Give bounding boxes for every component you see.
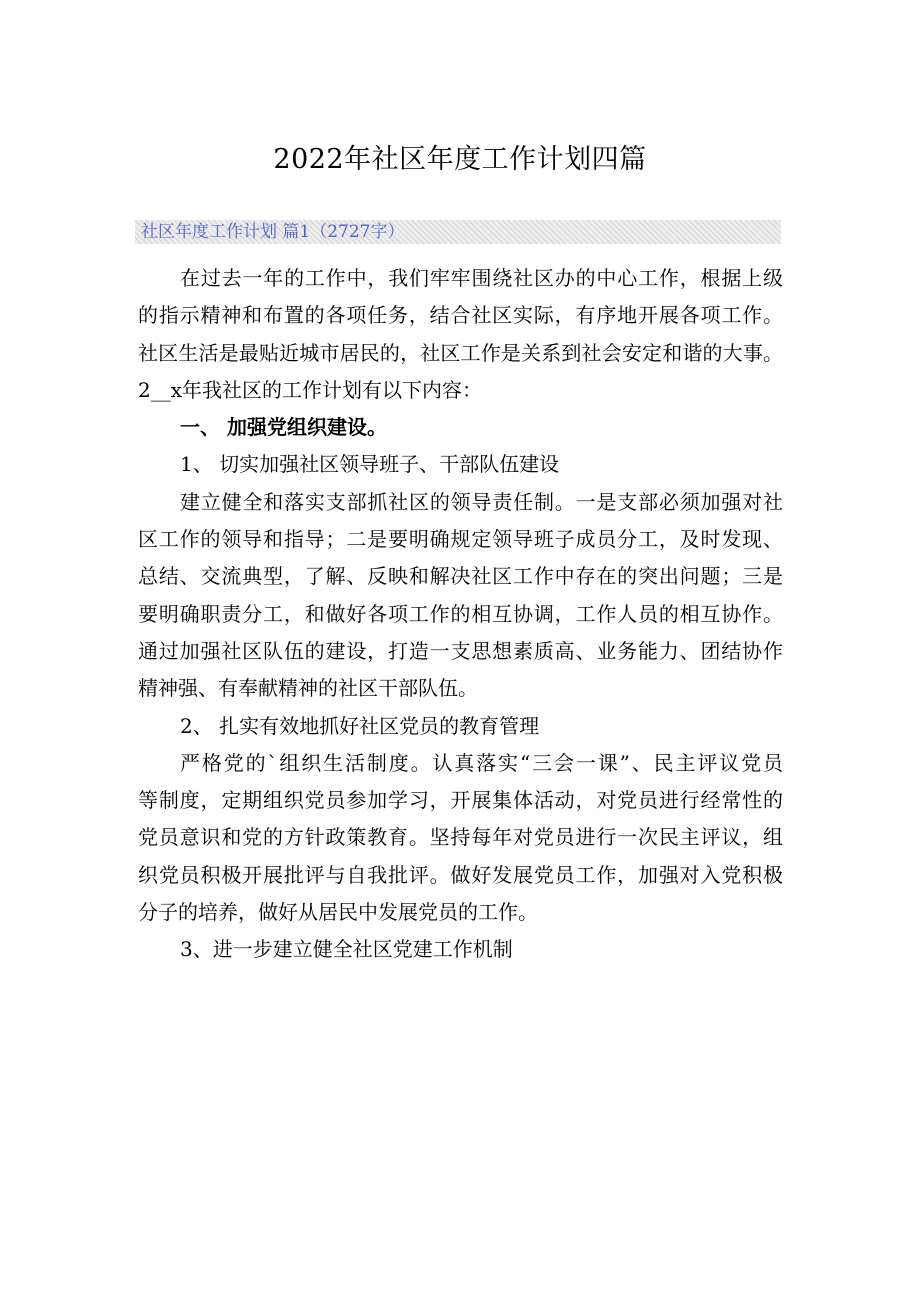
paragraph-line: 要明确职责分工，和做好各项工作的相互协调，工作人员的相互协作。: [138, 601, 783, 626]
paragraph-line: 社区生活是最贴近城市居民的，社区工作是关系到社会安定和谐的大事。: [138, 340, 783, 365]
document-title: 2022年社区年度工作计划四篇: [273, 144, 647, 175]
paragraph-line: 党员意识和党的方针政策教育。坚持每年对党员进行一次民主评议，组: [138, 825, 783, 850]
paragraph-line: 严格党的`组织生活制度。认真落实“三会一课”、民主评议党员: [180, 750, 783, 775]
paragraph-line: 区工作的领导和指导；二是要明确规定领导班子成员分工，及时发现、: [138, 527, 783, 552]
paragraph-line: 建立健全和落实支部抓社区的领导责任制。一是支部必须加强对社: [180, 489, 783, 514]
paragraph-line: 通过加强社区队伍的建设，打造一支思想素质高、业务能力、团结协作: [138, 638, 783, 663]
paragraph-line: 在过去一年的工作中，我们牢牢围绕社区办的中心工作，根据上级: [180, 266, 783, 290]
section-heading: 一、 加强党组织建设。: [180, 415, 387, 440]
paragraph-line: 2、 扎实有效地抓好社区党员的教育管理: [180, 713, 540, 738]
paragraph-line: 等制度，定期组织党员参加学习，开展集体活动，对党员进行经常性的: [138, 788, 783, 813]
paragraph-line: 2__x年我社区的工作计划有以下内容：: [138, 377, 483, 402]
paragraph-line: 1、 切实加强社区领导班子、干部队伍建设: [180, 452, 560, 477]
paragraph-line: 总结、交流典型，了解、反映和解决社区工作中存在的突出问题；三是: [138, 564, 783, 589]
paragraph-line: 精神强、有奉献精神的社区干部队伍。: [138, 676, 478, 701]
paragraph-line: 3、进一步建立健全社区党建工作机制: [180, 937, 513, 962]
paragraph-line: 织党员积极开展批评与自我批评。做好发展党员工作，加强对入党积极: [138, 862, 783, 887]
section-header-bar: [135, 220, 781, 244]
section-header-text: 社区年度工作计划 篇1（2727字）: [141, 222, 405, 242]
document-body: [138, 260, 783, 969]
paragraph-line: 分子的培养，做好从居民中发展党员的工作。: [138, 900, 538, 925]
paragraph-line: 的指示精神和布置的各项任务，结合社区实际，有序地开展各项工作。: [138, 303, 783, 328]
